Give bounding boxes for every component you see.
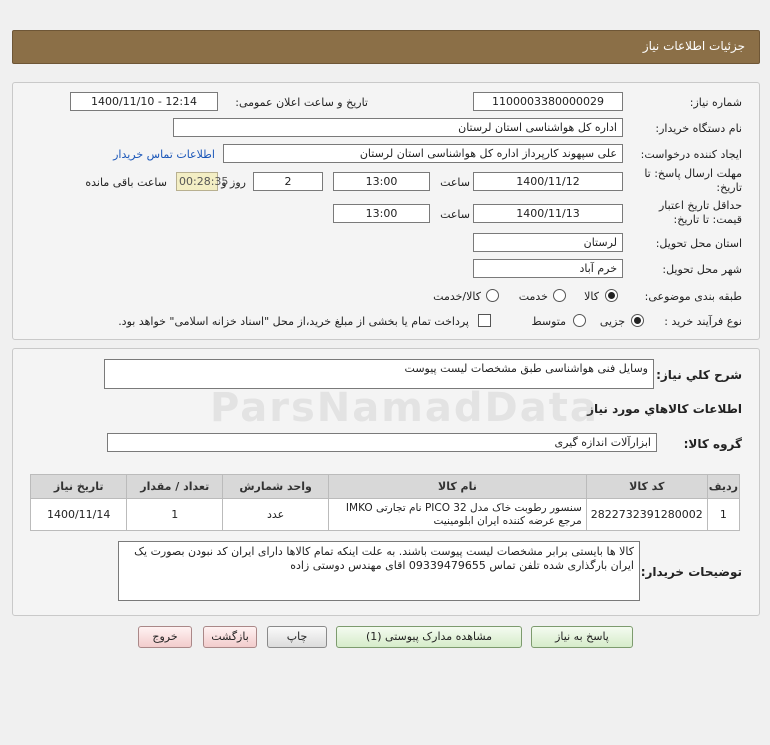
process-label: نوع فرآیند خرید : <box>664 315 742 328</box>
back-button[interactable]: بازگشت <box>203 626 257 648</box>
category-option-service: خدمت <box>518 290 548 303</box>
summary-field: وسایل فنی هواشناسی طبق مشخصات لیست پیوست <box>104 359 654 389</box>
process-radio-medium[interactable] <box>573 314 586 327</box>
col-row: ردیف <box>707 475 739 499</box>
category-radio-goods[interactable] <box>605 289 618 302</box>
goods-info-title: اطلاعات کالاهاي مورد نياز <box>587 402 742 416</box>
days-label: روز و <box>221 176 246 189</box>
process-option-medium: متوسط <box>531 315 566 328</box>
page-header <box>12 30 760 64</box>
validity-label <box>632 199 742 227</box>
announce-label: تاریخ و ساعت اعلان عمومی: <box>235 96 368 109</box>
category-option-goods: کالا <box>584 290 599 303</box>
province-label: استان محل تحویل: <box>655 237 742 250</box>
city-label: شهر محل تحویل: <box>662 263 742 276</box>
cell-row: 1 <box>707 499 739 531</box>
category-label: طبقه بندی موضوعی: <box>644 290 742 303</box>
group-field: ابزارآلات اندازه گیری <box>107 433 657 452</box>
buyer-org-field: اداره کل هواشناسی استان لرستان <box>173 118 623 137</box>
validity-time-field: 13:00 <box>333 204 430 223</box>
province-field: لرستان <box>473 233 623 252</box>
summary-label: شرح کلي نياز: <box>656 368 742 382</box>
goods-table <box>30 474 740 531</box>
cell-unit: عدد <box>223 499 329 531</box>
category-option-goods-service: کالا/خدمت <box>433 290 481 303</box>
buyer-notes-field: کالا ها بایستی برابر مشخصات لیست پیوست باشند. به علت اینکه تمام کالاها دارای ایران کد نبودن بصورت یک ایران بارگذاری شده تلفن تماس 09339479655 اقای مهندس دوستی زاده <box>118 541 640 601</box>
col-unit: واحد شمارش <box>223 475 329 499</box>
attachments-button[interactable]: مشاهده مدارک پیوستی (1) <box>336 626 522 648</box>
city-field: خرم آباد <box>473 259 623 278</box>
days-field: 2 <box>253 172 323 191</box>
col-name: نام کالا <box>329 475 587 499</box>
process-option-minor: جزیی <box>599 315 625 328</box>
col-code: کد کالا <box>586 475 707 499</box>
creator-field: علی سپهوند کارپرداز اداره کل هواشناسی استان لرستان <box>223 144 623 163</box>
watermark-logo: ParsNamadData <box>210 385 599 431</box>
buyer-contact-link[interactable]: اطلاعات تماس خریدار <box>113 148 215 161</box>
category-radio-goods-service[interactable] <box>486 289 499 302</box>
need-number-label: شماره نیاز: <box>689 96 742 109</box>
exit-button[interactable]: خروج <box>138 626 192 648</box>
col-date: تاریخ نیاز <box>31 475 127 499</box>
reply-button[interactable]: پاسخ به نیاز <box>531 626 633 648</box>
remaining-label: ساعت باقی مانده <box>85 176 167 189</box>
creator-label: ایجاد کننده درخواست: <box>640 148 742 161</box>
cell-qty: 1 <box>127 499 223 531</box>
deadline-label-text: مهلت ارسال پاسخ: تا تاریخ: <box>644 167 742 194</box>
cell-date: 1400/11/14 <box>31 499 127 531</box>
print-button[interactable]: چاپ <box>267 626 327 648</box>
validity-label-text: حداقل تاریخ اعتبار قیمت: تا تاریخ: <box>658 199 742 226</box>
cell-code: 2822732391280002 <box>586 499 707 531</box>
group-label: گروه کالا: <box>683 437 742 451</box>
announce-field: 1400/11/10 - 12:14 <box>70 92 218 111</box>
validity-time-label: ساعت <box>440 208 470 221</box>
table-row <box>31 499 740 531</box>
validity-date-field: 1400/11/13 <box>473 204 623 223</box>
remaining-time-field: 00:28:35 <box>176 172 218 191</box>
goods-table-header <box>31 475 740 499</box>
treasury-payment-checkbox[interactable] <box>478 314 491 327</box>
process-radio-minor[interactable] <box>631 314 644 327</box>
cell-name: سنسور رطوبت خاک مدل PICO 32 نام تجارتی IMKO مرجع عرضه کننده ایران ابلومینیت <box>329 499 587 531</box>
treasury-payment-note: پرداخت تمام یا بخشی از مبلغ خرید،از محل "اسناد خزانه اسلامی" خواهد بود. <box>118 315 469 328</box>
buyer-org-label: نام دستگاه خریدار: <box>655 122 742 135</box>
need-number-field: 1100003380000029 <box>473 92 623 111</box>
buyer-notes-label: توضیحات خریدار: <box>640 565 742 579</box>
deadline-date-field: 1400/11/12 <box>473 172 623 191</box>
deadline-time-label: ساعت <box>440 176 470 189</box>
deadline-label <box>632 167 742 195</box>
deadline-time-field: 13:00 <box>333 172 430 191</box>
page-title: جزئیات اطلاعات نیاز <box>642 39 745 53</box>
category-radio-service[interactable] <box>553 289 566 302</box>
col-qty: تعداد / مقدار <box>127 475 223 499</box>
